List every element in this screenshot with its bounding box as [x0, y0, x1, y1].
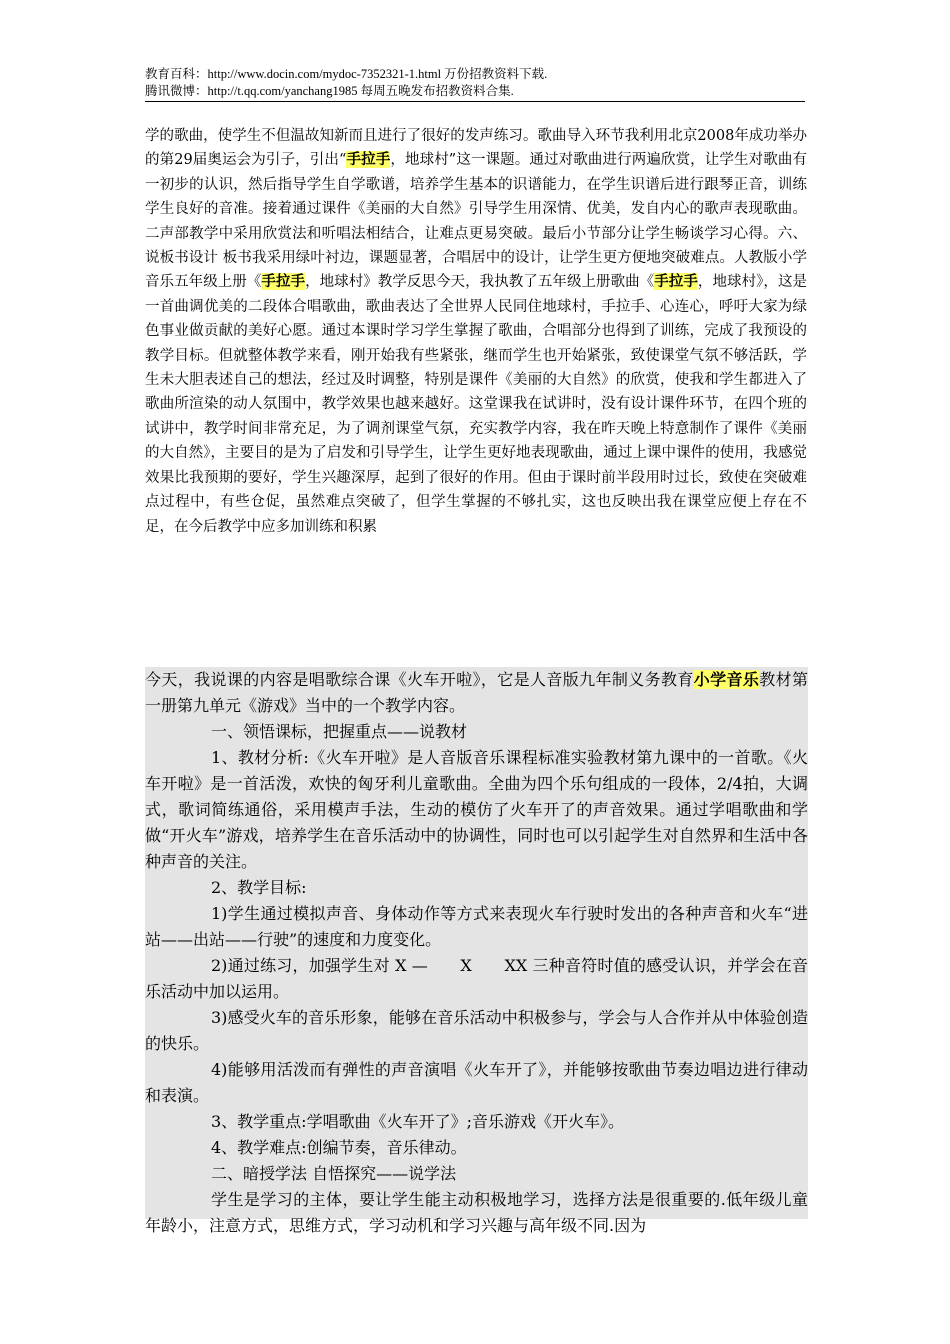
highlight-keyword: 手拉手: [346, 151, 391, 169]
page-header: [145, 66, 805, 100]
heading-textbook: 一、领悟课标，把握重点——说教材: [211, 722, 468, 741]
teaching-goals-heading: 2、教学目标:: [211, 878, 307, 897]
header-divider: [145, 101, 805, 102]
highlight-keyword: 小学音乐: [693, 670, 760, 689]
intro-paragraph: 今天，我说课的内容是唱歌综合课《火车开啦》，它是人音版九年制义务教育小学音乐教材第一册第九单元《游戏》当中的一个教学内容。: [145, 670, 808, 715]
reflection-text-3: ，地球村》教学反思今天，我执教了五年级上册歌曲《: [305, 274, 655, 291]
teaching-difficulty: 4、教学难点:创编节奏，音乐律动。: [211, 1138, 467, 1157]
lesson-talk-section: [145, 667, 808, 1235]
learning-method-paragraph: 学生是学习的主体，要让学生能主动积极地学习，选择方法是很重要的.低年级儿童年龄小，注意方式，思维方式，学习动机和学习兴趣与高年级不同.因为: [145, 1190, 808, 1235]
reflection-text-2: ，地球村”这一课题。通过对歌曲进行两遍欣赏，让学生对歌曲有一初步的认识，然后指导学生自学歌谱，培养学生基本的识谱能力，在学生识谱后进行跟琴正音，训练学生良好的音准。接着通过课件《美丽的大自然》引导学生用深情、优美，发自内心的歌声表现歌曲。二声部教学中采用欣赏法和听唱法相结合，让难点更易突破。最后小节部分让学生畅谈学习心得。六、说板书设计 板书我采用绿叶衬边，课题显著，合唱居中的设计，让学生更方便地突破难点。人教版小学音乐五年级上册《: [145, 152, 807, 291]
reflection-text-1: 学的歌曲，使学生不但温故知新而且进行了很好的发声练习。歌曲导入环节我利用北京2008年成功举办的第29届奥运会为引子，引出“: [145, 128, 807, 169]
goal-item: 3)感受火车的音乐形象，能够在音乐活动中积极参与，学会与人合作并从中体验创造的快乐。: [145, 1008, 808, 1053]
goal-item: 4)能够用活泼而有弹性的声音演唱《火车开了》，并能够按歌曲节奏边唱边进行律动和表演。: [145, 1060, 808, 1105]
highlight-keyword: 手拉手: [654, 273, 698, 291]
material-analysis: 1、教材分析:《火车开啦》是人音版音乐课程标准实验教材第九课中的一首歌。《火车开啦》是一首活泼，欢快的匈牙利儿童歌曲。全曲为四个乐句组成的一段体，2/4拍，大调式，歌词简练通俗，采用模声手法，生动的模仿了火车开了的声音效果。通过学唱歌曲和学做“开火车”游戏，培养学生在音乐活动中的协调性，同时也可以引起学生对自然界和生活中各种声音的关注。: [145, 748, 808, 871]
teaching-focus: 3、教学重点:学唱歌曲《火车开了》;音乐游戏《开火车》。: [211, 1112, 624, 1131]
highlight-keyword: 手拉手: [261, 273, 306, 291]
goal-item: 2)通过练习，加强学生对 X — X XX 三种音符时值的感受认识，并学会在音乐活动中加以运用。: [145, 956, 808, 1001]
heading-learning-method: 二、暗授学法 自悟探究——说学法: [211, 1164, 457, 1183]
header-line-weibo: 腾讯微博：http://t.qq.com/yanchang1985 每周五晚发布招教资料合集.: [145, 84, 514, 98]
header-line-docin: 教育百科：http://www.docin.com/mydoc-7352321-1.html 万份招教资料下载.: [145, 67, 548, 81]
reflection-paragraph: [145, 124, 807, 539]
goal-item: 1)学生通过模拟声音、身体动作等方式来表现火车行驶时发出的各种声音和火车“进站——出站——行驶”的速度和力度变化。: [145, 904, 808, 949]
reflection-text-4: ，地球村》，这是一首曲调优美的二段体合唱歌曲，歌曲表达了全世界人民同住地球村，手拉手、心连心，呼吁大家为绿色事业做贡献的美好心愿。通过本课时学习学生掌握了歌曲，合唱部分也得到了训练，完成了我预设的教学目标。但就整体教学来看，刚开始我有些紧张，继而学生也开始紧张，致使课堂气氛不够活跃，学生未大胆表述自己的想法，经过及时调整，特别是课件《美丽的大自然》的欣赏，使我和学生都进入了歌曲所渲染的动人氛围中，教学效果也越来越好。这堂课我在试讲时，没有设计课件环节，在四个班的试讲中，教学时间非常充足，为了调剂课堂气氛，充实教学内容，我在昨天晚上特意制作了课件《美丽的大自然》，主要目的是为了启发和引导学生，让学生更好地表现歌曲，通过上课中课件的使用，我感觉效果比我预期的要好，学生兴趣深厚，起到了很好的作用。但由于课时前半段用时过长，致使在突破难点过程中，有些仓促，虽然难点突破了，但学生掌握的不够扎实，这也反映出我在课堂应便上存在不足，在今后教学中应多加训练和积累: [145, 274, 808, 535]
